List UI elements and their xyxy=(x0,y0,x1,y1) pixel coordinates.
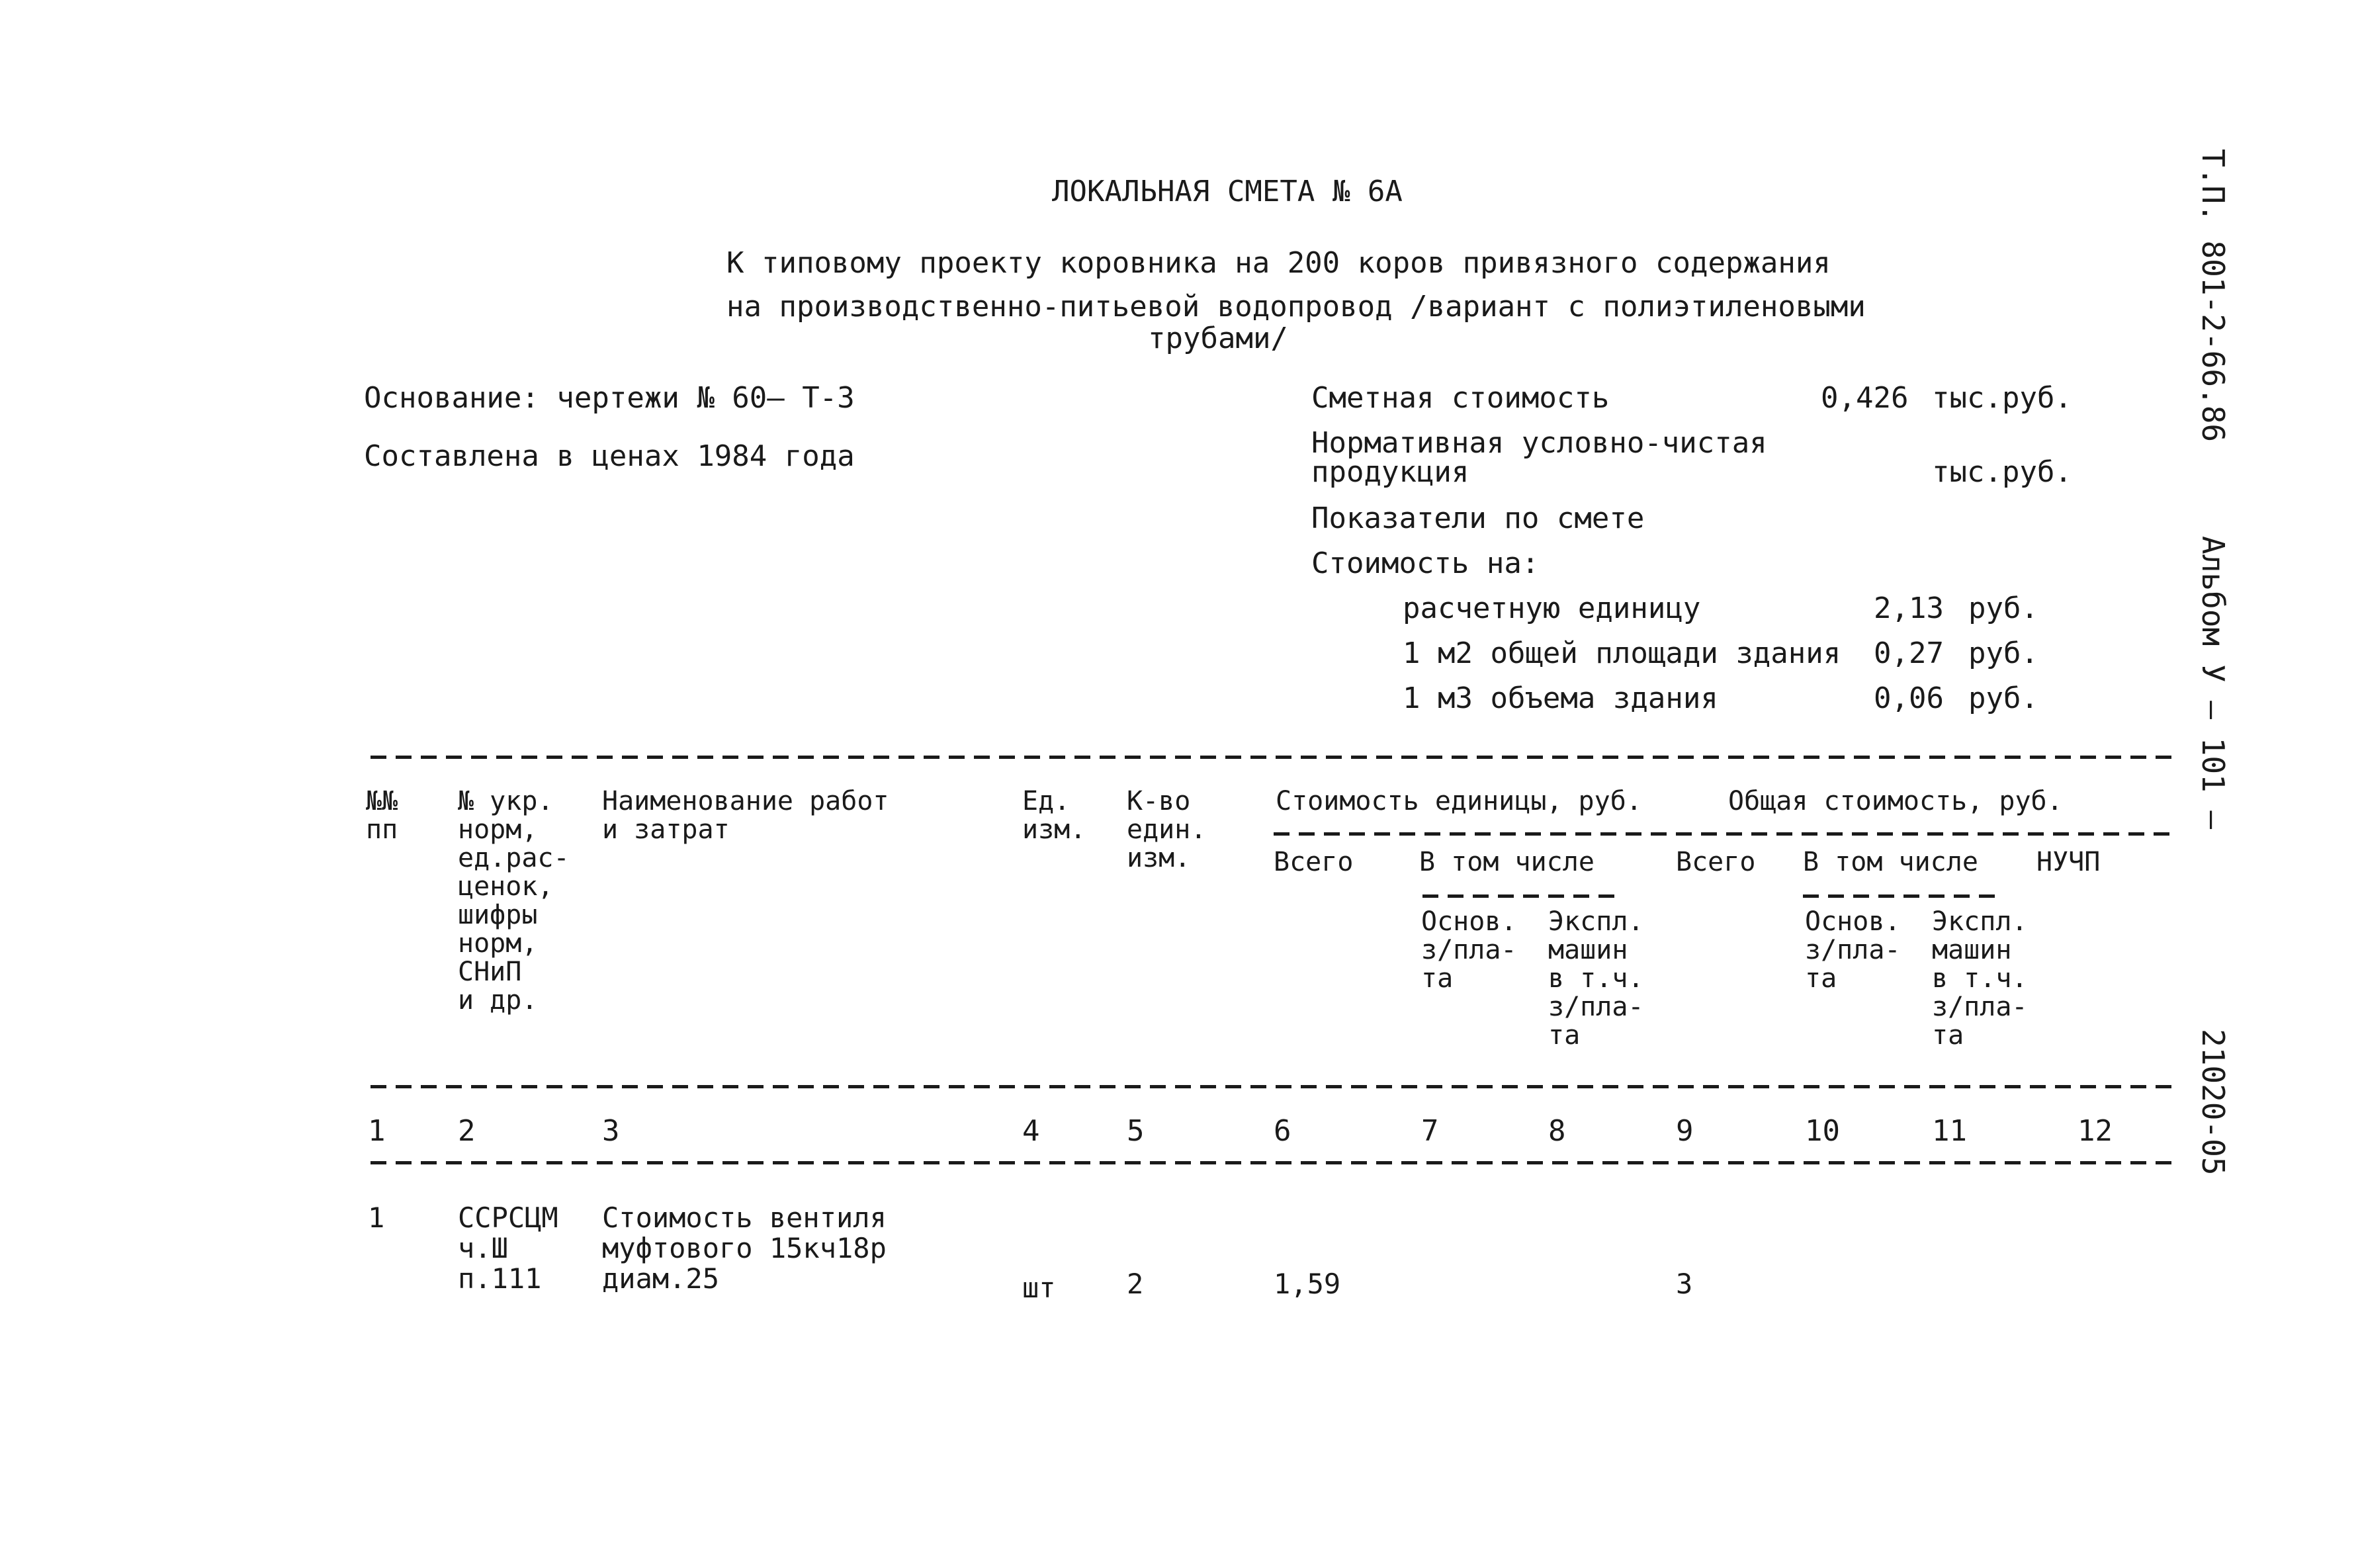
indicator-row-label: 1 м2 общей площади здания xyxy=(1403,636,1841,670)
subtitle-line-1: К типовому проекту коровника на 200 коров привязного содержания xyxy=(726,246,1831,280)
column-numbers-rule xyxy=(371,1161,2177,1164)
col-header-number: №№ пп xyxy=(366,786,398,845)
col-header-quantity: К-во един. изм. xyxy=(1127,786,1207,873)
column-number: 10 xyxy=(1805,1114,1840,1148)
row-number: 1 xyxy=(368,1201,385,1234)
indicator-row-value: 0,06 xyxy=(1874,681,1944,715)
column-number: 6 xyxy=(1274,1114,1291,1148)
column-number: 4 xyxy=(1022,1114,1040,1148)
column-number: 1 xyxy=(368,1114,386,1148)
col-header-nuchp: НУЧП xyxy=(2036,847,2101,877)
row-unit-total: 1,59 xyxy=(1274,1268,1341,1300)
row-unit: шт xyxy=(1022,1272,1056,1304)
col-header-total-cost: Общая стоимость, руб. xyxy=(1728,786,2063,816)
row-total: 3 xyxy=(1676,1268,1693,1300)
col-header-unit-cost: Стоимость единицы, руб. xyxy=(1276,786,1642,816)
column-number: 9 xyxy=(1676,1114,1694,1148)
side-stamp-album: Альбом У – 101 – xyxy=(2195,536,2231,830)
indicator-row-value: 2,13 xyxy=(1874,591,1944,625)
indicator-row-label: расчетную единицу xyxy=(1403,591,1701,625)
estimated-cost-value: 0,426 xyxy=(1821,381,1909,415)
column-number: 3 xyxy=(602,1114,620,1148)
page-title: ЛОКАЛЬНАЯ СМЕТА № 6А xyxy=(1052,175,1403,208)
column-number: 2 xyxy=(458,1114,476,1148)
row-norm-code: ССРСЦМ ч.Ш п.111 xyxy=(458,1201,558,1295)
side-stamp-code: 21020-05 xyxy=(2195,1029,2231,1176)
table-top-rule xyxy=(371,756,2177,759)
unit-incl-rule xyxy=(1422,894,1621,898)
col-header-unit: Ед. изм. xyxy=(1022,786,1086,845)
norm-product-unit: тыс.руб. xyxy=(1932,455,2072,489)
column-number: 12 xyxy=(2077,1114,2113,1148)
indicator-row-label: 1 м3 объема здания xyxy=(1403,681,1718,715)
col-header-total-machines: Экспл. машин в т.ч. з/пла- та xyxy=(1932,906,2028,1051)
estimated-cost-unit: тыс.руб. xyxy=(1932,381,2072,415)
side-stamp-tp: Т.П. 801-2-66.86 xyxy=(2195,149,2231,443)
column-number: 5 xyxy=(1127,1114,1145,1148)
col-header-unit-including: В том числе xyxy=(1419,847,1595,877)
indicators-label: Показатели по смете xyxy=(1311,501,1645,535)
row-work-name: Стоимость вентиля муфтового 15кч18р диам.25 xyxy=(602,1201,887,1295)
col-header-work-name: Наименование работ и затрат xyxy=(602,786,889,845)
col-header-unit-total: Всего xyxy=(1274,847,1354,877)
unit-cost-sub-rule xyxy=(1274,832,2177,836)
header-bottom-rule xyxy=(371,1085,2177,1088)
col-header-total-including: В том числе xyxy=(1803,847,1978,877)
estimated-cost-label: Сметная стоимость xyxy=(1311,381,1610,415)
col-header-norm-code: № укр. норм, ед.рас- ценок, шифры норм, СНиП и др. xyxy=(458,786,570,1016)
norm-product-label-2: продукция xyxy=(1311,455,1469,489)
indicator-row-unit: руб. xyxy=(1968,681,2038,715)
indicator-row-value: 0,27 xyxy=(1874,636,1944,670)
column-number: 8 xyxy=(1548,1114,1566,1148)
indicator-row-unit: руб. xyxy=(1968,636,2038,670)
prices-text: Составлена в ценах 1984 года xyxy=(364,439,855,473)
col-header-unit-wages: Основ. з/пла- та xyxy=(1421,906,1517,994)
col-header-total: Всего xyxy=(1676,847,1756,877)
total-incl-rule xyxy=(1803,894,2001,898)
basis-text: Основание: чертежи № 60– Т-3 xyxy=(364,381,855,415)
indicator-row-unit: руб. xyxy=(1968,591,2038,625)
col-header-total-wages: Основ. з/пла- та xyxy=(1805,906,1901,994)
subtitle-line-3: трубами/ xyxy=(1148,322,1288,355)
col-header-unit-machines: Экспл. машин в т.ч. з/пла- та xyxy=(1548,906,1644,1051)
norm-product-label-1: Нормативная условно-чистая xyxy=(1311,426,1767,460)
column-number: 7 xyxy=(1421,1114,1439,1148)
row-quantity: 2 xyxy=(1127,1268,1144,1300)
subtitle-line-2: на производственно-питьевой водопровод /вариант с полиэтиленовыми xyxy=(726,290,1866,324)
column-number: 11 xyxy=(1932,1114,1967,1148)
cost-per-label: Стоимость на: xyxy=(1311,546,1540,580)
